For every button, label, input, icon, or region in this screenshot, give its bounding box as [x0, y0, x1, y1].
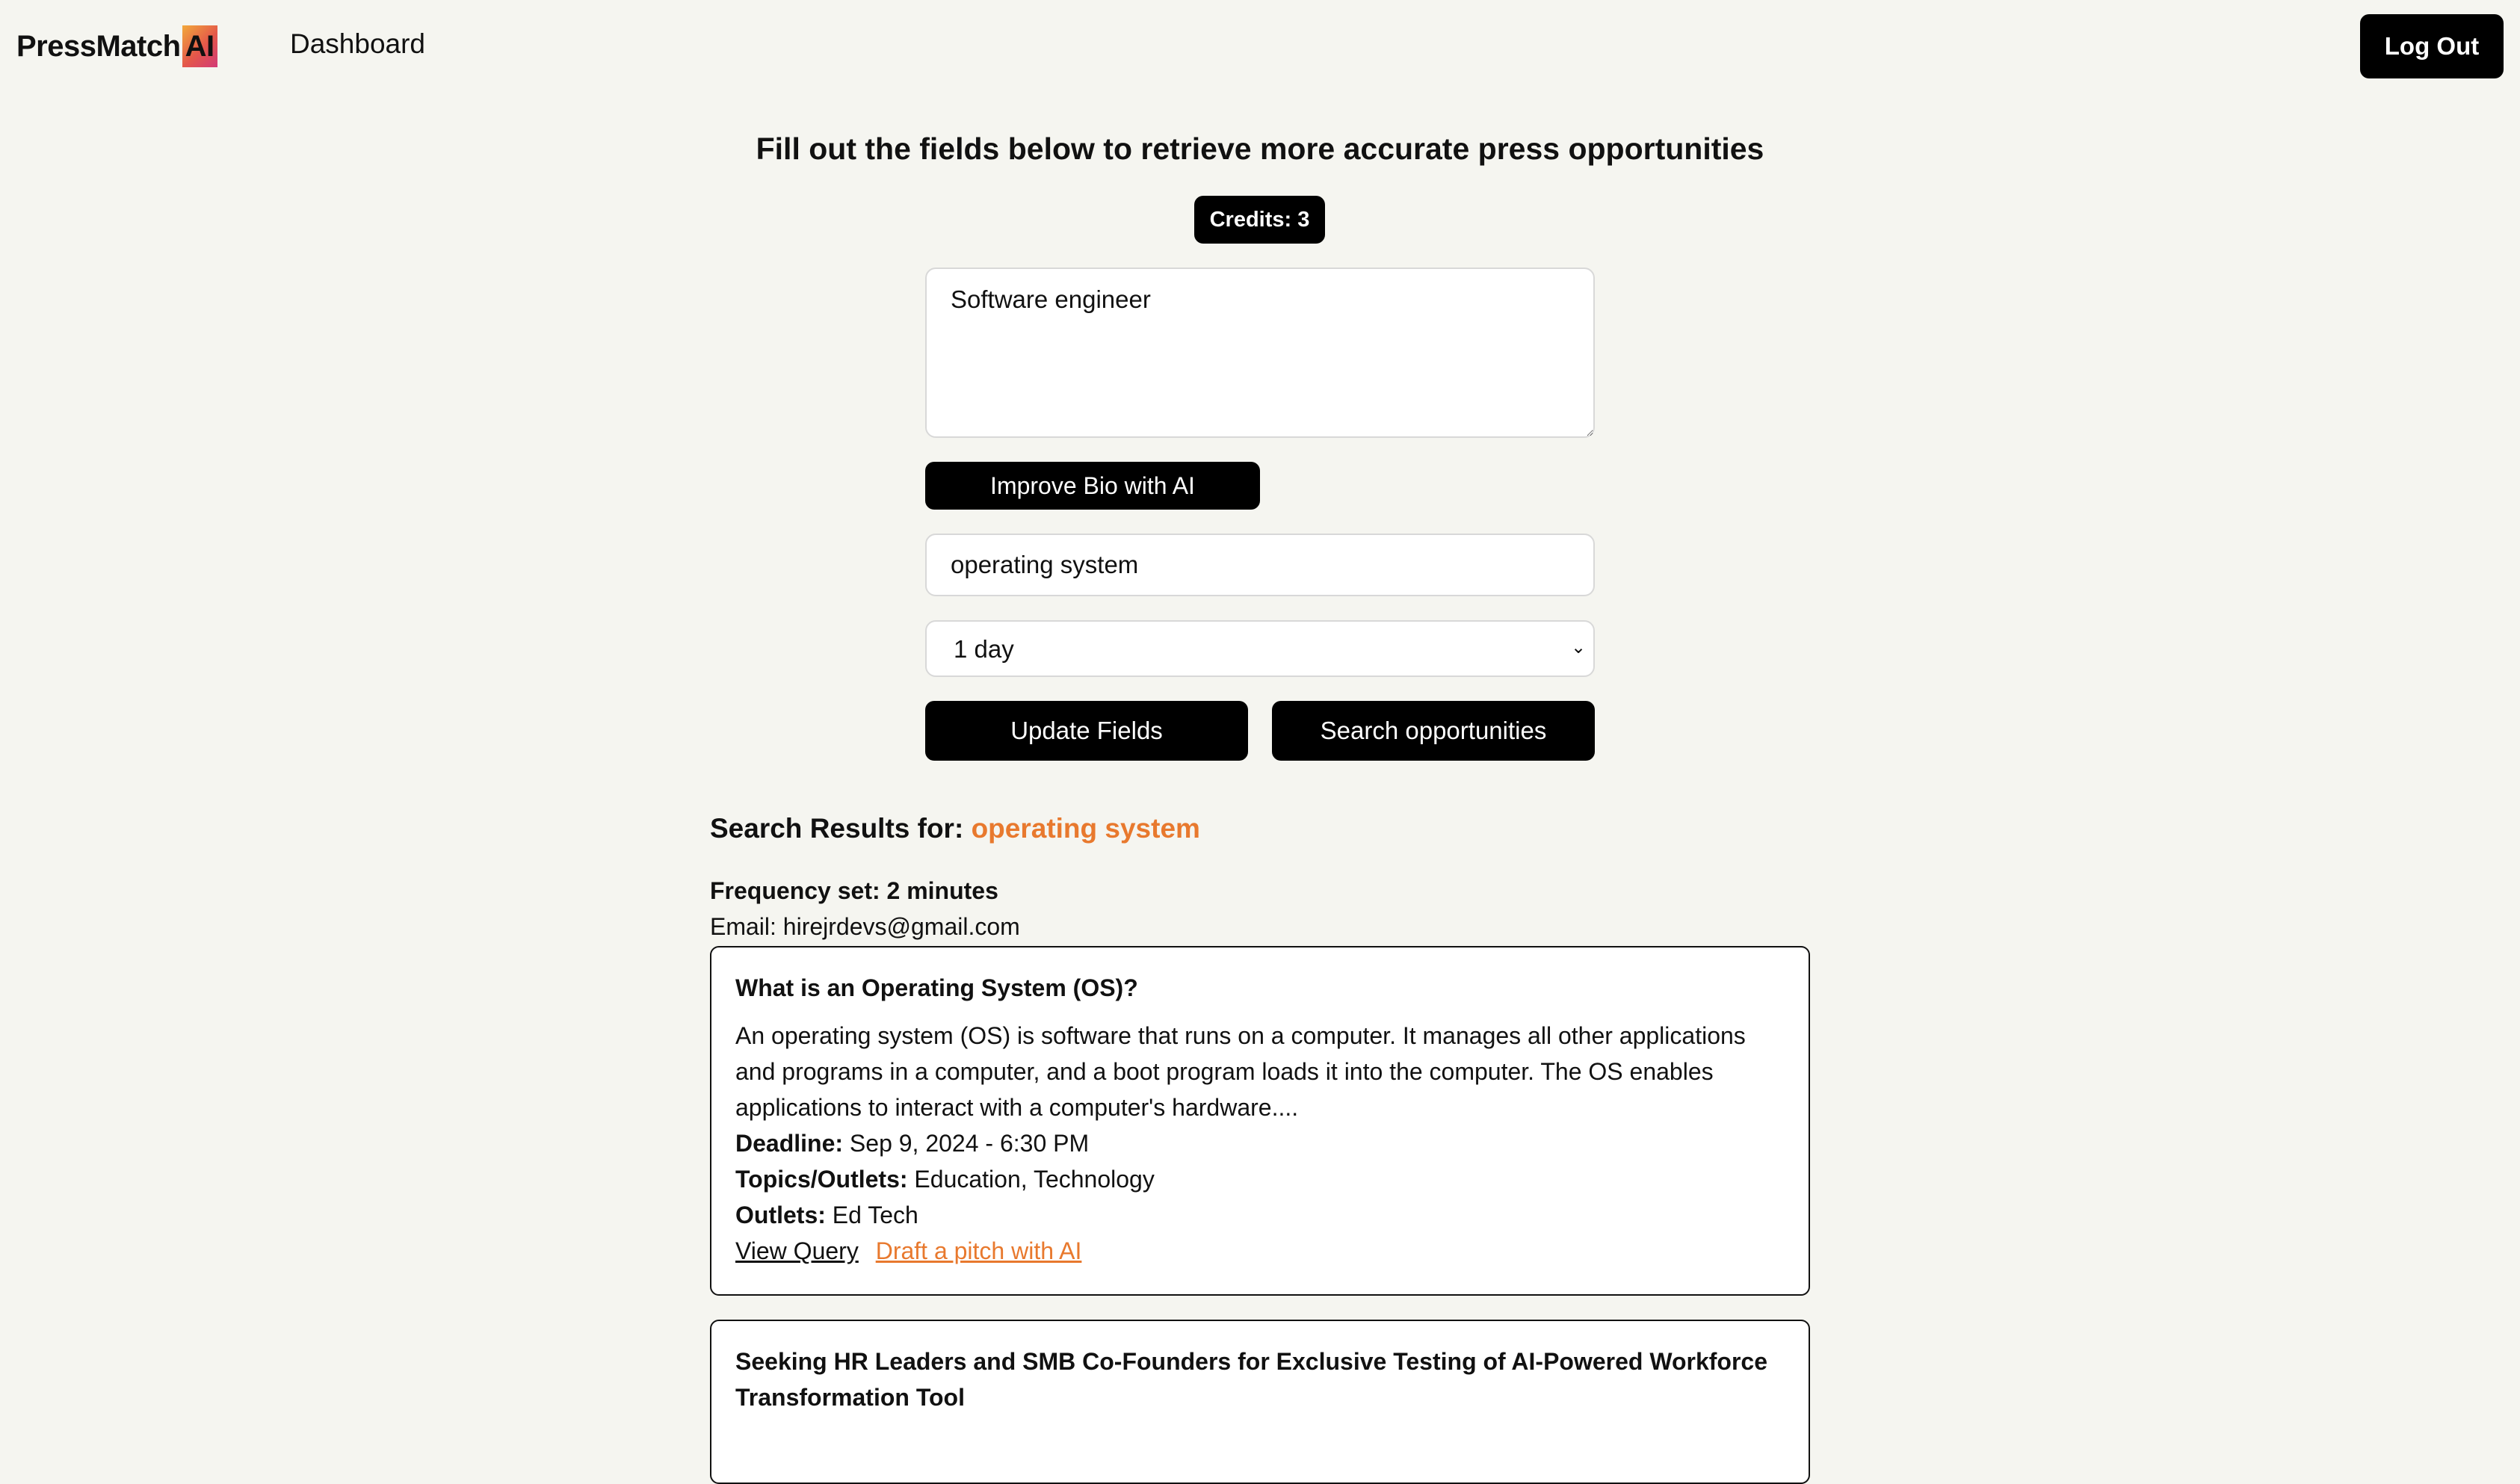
logout-button[interactable]: Log Out: [2360, 14, 2504, 78]
nav-dashboard-link[interactable]: Dashboard: [290, 28, 426, 59]
opportunity-description: An operating system (OS) is software that runs on a computer. It manages all other applications and programs in a computer, and a boot program loads it into the computer. The OS enables applications to interact with a computer's hardware....: [735, 1022, 1746, 1121]
opportunity-deadline: [735, 1125, 1785, 1161]
results-keyword: operating system: [971, 813, 1200, 844]
outlets-label: Outlets:: [735, 1202, 826, 1228]
page-title: Fill out the fields below to retrieve more accurate press opportunities: [756, 132, 1764, 166]
opportunity-title: Seeking HR Leaders and SMB Co-Founders for Exclusive Testing of AI-Powered Workforce Transformation Tool: [735, 1348, 1767, 1411]
opportunity-card: [710, 946, 1810, 1296]
results-heading: [710, 813, 1200, 844]
email-text: Email: hirejrdevs@gmail.com: [710, 913, 1020, 940]
logo[interactable]: [16, 25, 217, 67]
opportunity-links: [735, 1233, 1785, 1269]
credits-badge: Credits: 3: [1194, 196, 1325, 244]
search-opportunities-button[interactable]: Search opportunities: [1272, 701, 1595, 761]
improve-bio-button[interactable]: Improve Bio with AI: [925, 462, 1260, 510]
results-prefix: Search Results for:: [710, 813, 964, 844]
deadline-value: Sep 9, 2024 - 6:30 PM: [849, 1130, 1090, 1157]
opportunity-title: What is an Operating System (OS)?: [735, 974, 1138, 1001]
top-nav: [0, 0, 2520, 93]
topics-value: Education, Technology: [914, 1166, 1155, 1193]
chevron-down-icon: ⌄: [1571, 637, 1587, 658]
draft-pitch-link[interactable]: Draft a pitch with AI: [875, 1237, 1082, 1264]
outlets-value: Ed Tech: [832, 1202, 918, 1228]
keyword-input[interactable]: [925, 534, 1595, 596]
frequency-set-text: Frequency set: 2 minutes: [710, 877, 998, 904]
topics-label: Topics/Outlets:: [735, 1166, 908, 1193]
opportunity-card: [710, 1320, 1810, 1484]
deadline-label: Deadline:: [735, 1130, 844, 1157]
view-query-link[interactable]: View Query: [735, 1237, 859, 1264]
opportunity-outlets: [735, 1197, 1785, 1233]
logo-text: PressMatch: [16, 29, 181, 63]
frequency-select[interactable]: [925, 620, 1595, 677]
bio-textarea[interactable]: [925, 268, 1595, 438]
logo-ai-badge: AI: [182, 25, 217, 67]
update-fields-button[interactable]: Update Fields: [925, 701, 1248, 761]
opportunity-topics: [735, 1161, 1785, 1197]
